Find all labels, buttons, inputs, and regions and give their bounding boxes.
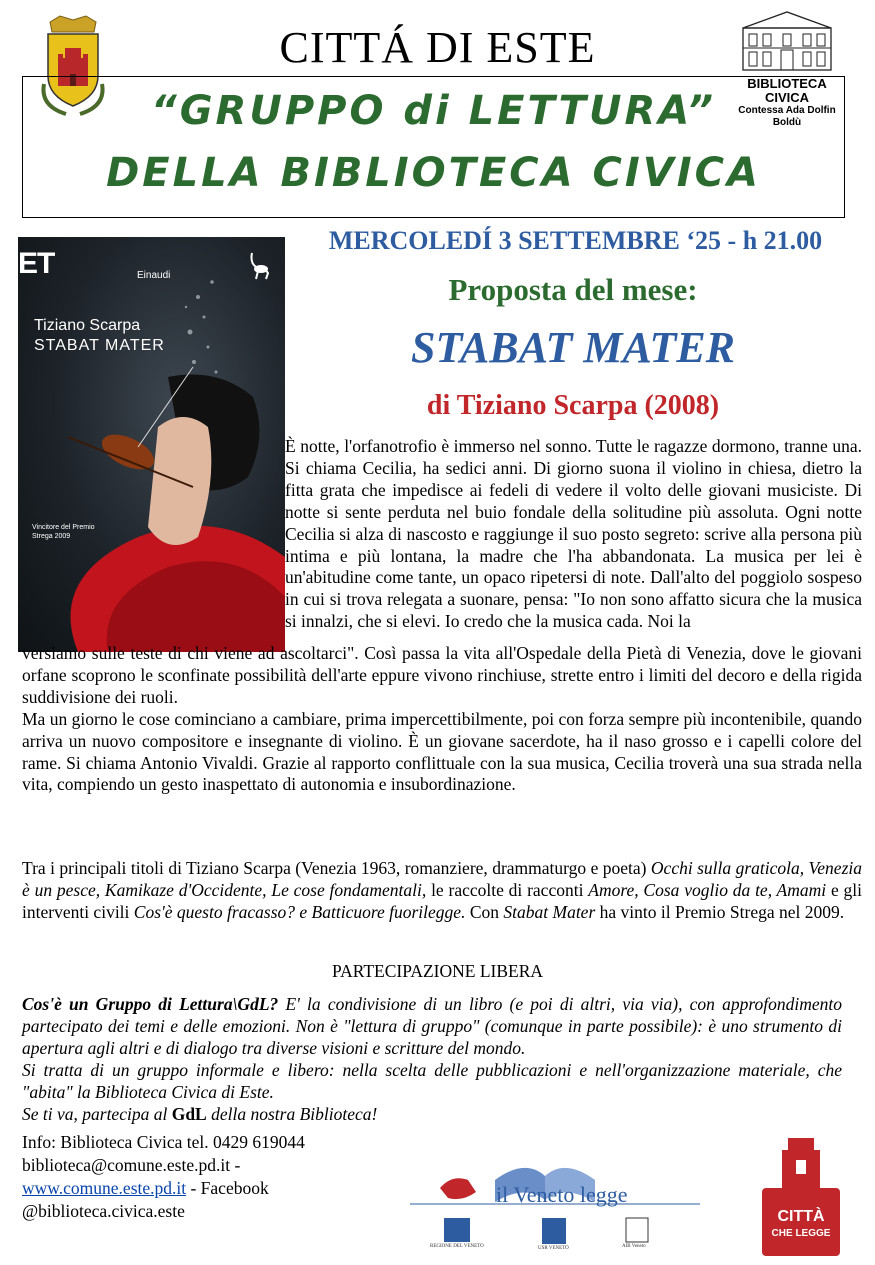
veneto-legge-text: il Veneto legge <box>496 1182 628 1207</box>
usr-veneto-icon <box>542 1218 566 1244</box>
gdl-invite-pre: Se ti va, partecipa al <box>22 1104 172 1124</box>
citta-che-legge-line2: CHE LEGGE <box>771 1228 831 1239</box>
cover-publisher: Einaudi <box>137 270 171 281</box>
ostrich-icon <box>246 249 272 281</box>
citta-che-legge-line1: CITTÀ <box>777 1208 825 1225</box>
regione-veneto-label: REGIONE DEL VENETO <box>430 1244 484 1249</box>
group-subtitle: DELLA BIBLIOTECA CIVICA <box>106 150 761 196</box>
group-title: “GRUPPO di LETTURA” <box>150 88 717 134</box>
bio-title-stabat: Stabat Mater <box>503 901 596 922</box>
bio-intro: Tra i principali titoli di Tiziano Scarpa (Venezia 1963, romanziere, drammaturgo e poeta) <box>22 858 651 878</box>
gdl-text1: E' la condivisione di un libro (e poi di altri, via via), con approfondimento partecipato dei temi e delle emozioni. Non è "lettura di gruppo" (comunque in parte possibile): è uno strumento di apertura agli altri e di dialogo tra diverse visioni e scritture del mondo. <box>22 994 842 1058</box>
event-date: MERCOLEDÍ 3 SETTEMBRE ‘25 - h 21.00 <box>328 226 823 255</box>
regione-veneto-icon <box>444 1218 470 1242</box>
participation-note: PARTECIPAZIONE LIBERA <box>331 961 544 981</box>
city-title: CITTÁ DI ESTE <box>279 23 596 72</box>
bio-end1: Con <box>465 901 504 922</box>
gdl-invite-bold: GdL <box>171 1104 207 1124</box>
veneto-legge-logo <box>410 1140 710 1260</box>
info-email-sep: - <box>230 1155 241 1175</box>
library-logo <box>733 10 841 128</box>
bio-titles-civic: Cos'è questo fracasso? e Batticuore fuorilegge. <box>133 901 466 922</box>
bio-titles-stories: Amore, Cosa voglio da te, Amami <box>588 879 827 900</box>
bio-titles-novels: Occhi sulla graticola, Venezia è un pesce, Kamikaze d'Occidente, Le cose fondamentali, <box>22 858 862 900</box>
book-author: di Tiziano Scarpa (2008) <box>426 390 720 421</box>
synopsis-part3: Ma un giorno le cose cominciano a cambiare, prima impercettibilmente, poi con forza sempre più incontenibile, quando arriva un nuovo compositore e insegnante di violino. È un giovane sacerdote, ha il naso grosso e i capelli colore del rame. Si chiama Antonio Vivaldi. Grazie al rapporto conflittuale con la sua musica, Cecilia troverà una sua strada nella vita, compiendo un gesto inaspettato di autonomia e insubordinazione. <box>22 708 862 795</box>
violinist-illustration <box>18 237 285 652</box>
aib-veneto-icon <box>626 1218 648 1242</box>
citta-che-legge-logo <box>760 1138 842 1258</box>
info-facebook-handle: @biblioteca.civica.este <box>22 1201 185 1221</box>
info-phone: Info: Biblioteca Civica tel. 0429 619044 <box>22 1132 305 1152</box>
book-cover-image <box>18 237 285 652</box>
library-logo-name: BIBLIOTECA CIVICA <box>747 76 827 105</box>
cover-author: Tiziano Scarpa <box>34 317 141 334</box>
synopsis-part1: È notte, l'orfanotrofio è immerso nel sonno. Tutte le ragazze dormono, tranne una. Si chiama Cecilia, ha sedici anni. Di giorno suona il violino in chiesa, dietro la fitta grata che impedisce ai fedeli di vedere il volto delle giovani musiciste. Di notte si sente perduta nel buio fondale della solitudine più assoluta. Ogni notte Cecilia si alza di nascosto e raggiunge il suo posto segreto: scrive alla persona più intima e più lontana, la madre che l'ha abbandonata. La musica per lei è un'abitudine come tante, un opaco ripetersi di note. Dall'alto del poggiolo sospeso in cui si trova relegata a suonare, pensa: "Io non sono affatto sicura che la musica si innalzi, che si elevi. Io credo che la musica cada. Noi la <box>285 436 862 632</box>
website-link[interactable]: www.comune.este.pd.it <box>22 1178 187 1198</box>
synopsis-rest <box>22 643 862 796</box>
cover-prize-note: Vincitore del Premio Strega 2009 <box>32 524 95 540</box>
bio-mid: le raccolte di racconti <box>426 879 589 900</box>
author-bio <box>22 858 862 924</box>
book-title: STABAT MATER <box>410 323 736 372</box>
lion-icon <box>440 1178 476 1199</box>
info-facebook: - Facebook <box>186 1178 269 1198</box>
cover-title: STABAT MATER <box>34 337 165 354</box>
gdl-text2: Si tratta di un gruppo informale e libero: nella scelta delle pubblicazioni e nell'organizzazione materiale, che "abita" la Biblioteca Civica di Este. <box>22 1060 842 1102</box>
bio-mid2: e gli interventi civili <box>22 879 862 922</box>
gdl-invite-post: della nostra Biblioteca! <box>206 1104 378 1124</box>
aib-veneto-label: AIB Veneto <box>622 1244 646 1249</box>
gdl-description <box>22 993 842 1125</box>
library-logo-subtitle: Contessa Ada Dolfin Boldù <box>738 105 836 128</box>
cover-publisher-mark: ET <box>18 247 55 280</box>
gdl-question: Cos'è un Gruppo di Lettura\GdL? <box>22 994 279 1014</box>
proposal-heading: Proposta del mese: <box>448 272 698 307</box>
info-email[interactable]: biblioteca@comune.este.pd.it <box>22 1155 231 1175</box>
bio-end2: ha vinto il Premio Strega nel 2009. <box>595 901 845 922</box>
synopsis-part2: versiamo sulle teste di chi viene ad ascoltarci". Così passa la vita all'Ospedale della Pietà di Venezia, dove le giovani orfane scoprono le sconfinate possibilità dell'arte eppure vivono rinchiuse, strette entro i limiti del decoro e della rigida suddivisione dei ruoli. <box>22 643 862 707</box>
library-building-icon <box>737 10 837 72</box>
usr-veneto-label: USR VENETO <box>538 1246 569 1251</box>
contact-info <box>22 1131 322 1223</box>
